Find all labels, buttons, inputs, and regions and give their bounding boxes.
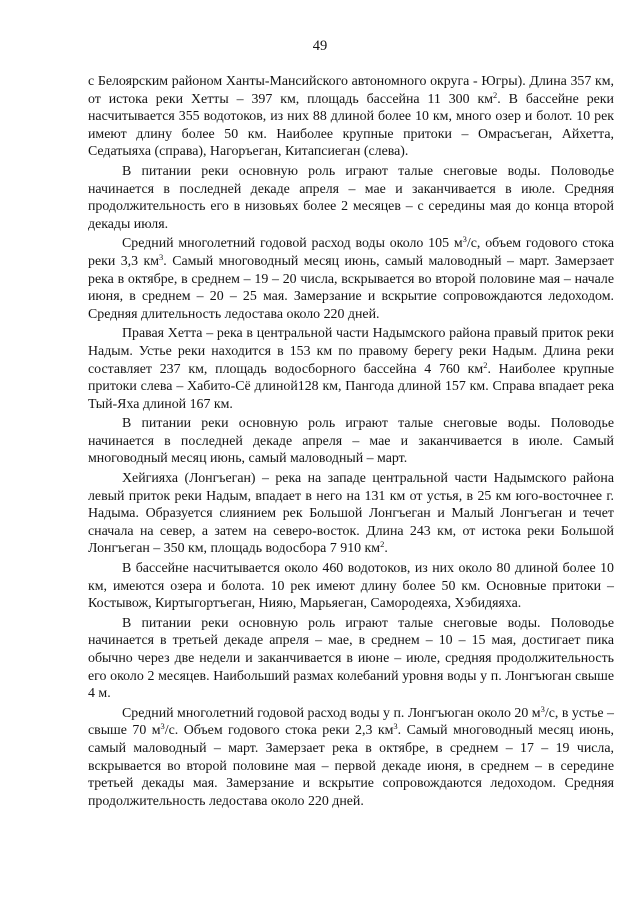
text-run: . Самый многоводный месяц июнь, самый маловодный – март. Замерзает река в октябре, в среднем – 17 – 19 числа, вскрывается во второй половине мая – первой декаде июня, в среднем – в середине третьей декады мая. Замерзание и вскрытие сопровождаются ледоходом. Средняя продолжительность ледостава около 220 дней. (88, 723, 614, 809)
superscript: 2 (483, 359, 488, 370)
superscript: 3 (159, 251, 164, 262)
paragraph (88, 235, 614, 323)
paragraph (88, 560, 614, 613)
text-run: Средний многолетний годовой расход воды у п. Лонгъюган около 20 м (122, 705, 541, 721)
text-run: Средний многолетний годовой расход воды около 105 м (122, 236, 463, 252)
text-run: /с, в устье – свыше 70 м (88, 705, 614, 739)
text-run: . В бассейне реки насчитывается 355 водотоков, из них 88 длиной более 10 км, много озер и болот. 10 рек имеют длину более 50 км. Наиболее крупные притоки – Омрасъеган, Айхетта, Седатыяха (справа), Нагоръеган, Китапсиеган (слева). (88, 91, 614, 160)
text-run: /с, объем годового стока реки 3,3 км (88, 236, 614, 269)
paragraph (88, 163, 614, 233)
text-run: В бассейне насчитывается около 460 водотоков, из них около 80 длиной более 10 км, имеются озера и болота. 10 рек имеют длину более 50 км. Основные притоки – Костывож, Киртыгортъеган, Нияю, Марьяеган, Самородеяха, Хэбидяяха. (88, 561, 614, 612)
text-run: . Самый многоводный месяц июнь, самый маловодный – март. Замерзает река в октябре, в среднем – 19 – 20 числа, вскрывается во второй половине мая – начале июня, в среднем – 20 – 25 мая. Замерзание и вскрытие сопровождаются ледоходом. Средняя длительность ледостава около 220 дней. (88, 253, 615, 322)
paragraph (88, 73, 614, 161)
paragraph (88, 470, 614, 558)
paragraph (88, 705, 614, 811)
text-run: с Белоярским районом Ханты-Мансийского автономного округа - Югры). Длина 357 км, от истока реки Хетты – 397 км, площадь бассейна 11 300 км (88, 74, 614, 107)
superscript: 3 (462, 234, 467, 245)
superscript: 3 (160, 721, 165, 732)
paragraph (88, 615, 614, 703)
text-run: В питании реки основную роль играют талые снеговые воды. Половодье начинается в последней декаде апреля – мае и заканчивается в июле. Средняя продолжительность его в низовьях более 2 месяцев – с середины мая до конца второй декады июля. (88, 163, 614, 232)
paragraph (88, 325, 614, 413)
text-run: В питании реки основную роль играют талые снеговые воды. Половодье начинается в третьей декаде апреля – мае, в среднем – 10 – 15 мая, достигает пика обычно через две недели и заканчивается в июне – июле, средняя продолжительность его около 2 месяцев. Наибольший размах колебаний уровня воды у п. Лонгъюган свыше 4 м. (88, 615, 614, 702)
body-text (88, 73, 614, 810)
text-run: . (384, 541, 388, 557)
paragraph (88, 415, 614, 468)
text-run: В питании реки основную роль играют талые снеговые воды. Половодье начинается в последней декаде апреля – мае и заканчивается в июле. Самый многоводный месяц июнь, самый маловодный – март. (88, 416, 614, 467)
text-run: Хейгияха (Лонгъеган) – река на западе центральной части Надымского района левый приток реки Надым, впадает в него на 131 км от устья, в 25 км юго-восточнее г. Надыма. Образуется слиянием рек Большой Лонгъеган и Малый Лонгъеган и течет сначала на север, а затем на северо-восток. Длина 243 км, от истока реки Большой Лонгъеган – 350 км, площадь водосбора 7 910 км (88, 471, 614, 557)
text-run: Правая Хетта – река в центральной части Надымского района правый приток реки Надым. Устье реки находится в 153 км по правому берегу реки Надым. Длина реки составляет 237 км, площадь водосборного бассейна 4 760 км (88, 326, 614, 377)
page-number: 49 (312, 38, 328, 54)
superscript: 3 (540, 703, 545, 714)
superscript: 3 (393, 721, 398, 732)
superscript: 2 (380, 539, 385, 550)
text-run: /с. Объем годового стока реки 2,3 км (164, 723, 394, 739)
superscript: 2 (493, 89, 498, 100)
text-run: . Наиболее крупные притоки слева – Хабито-Сё длиной128 км, Пангода длиной 157 км. Справа впадает река Тый-Яха длиной 167 км. (88, 361, 615, 412)
